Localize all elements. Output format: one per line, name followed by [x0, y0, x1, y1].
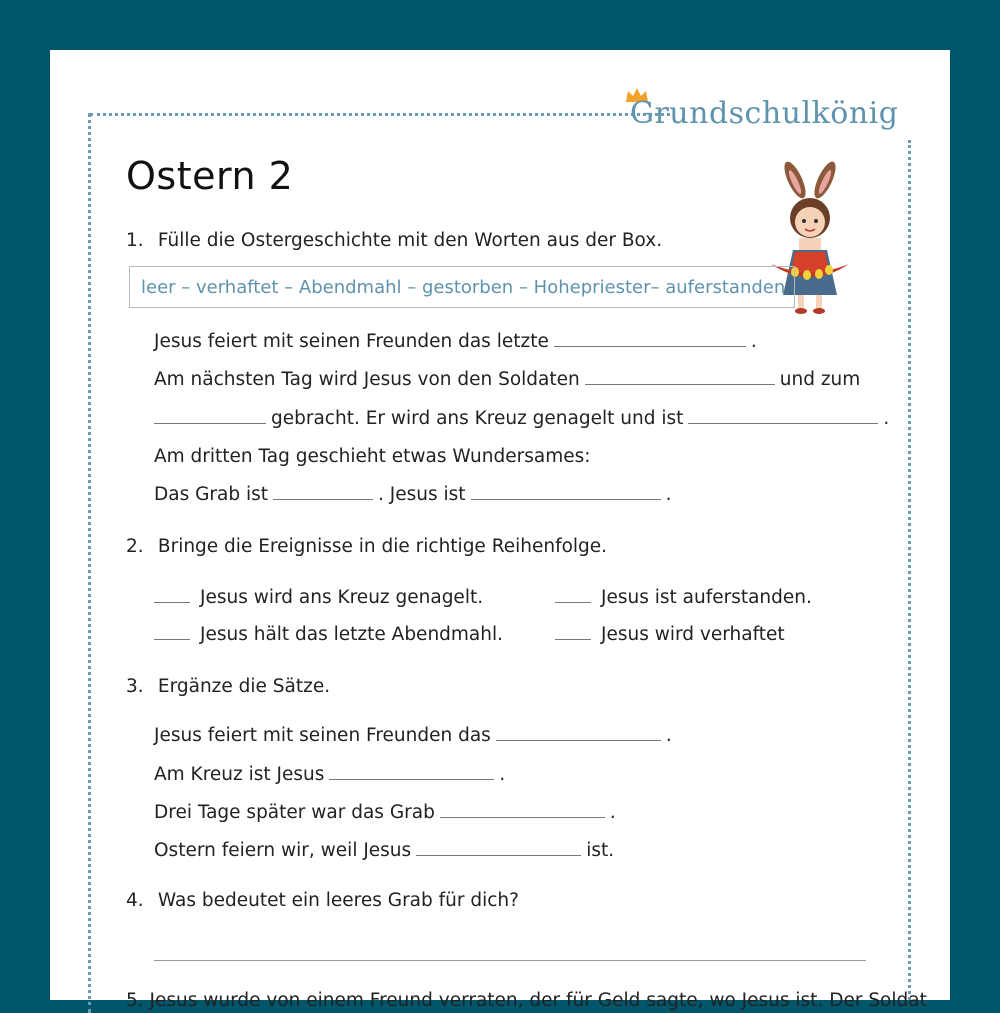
- task3-line-3-text: Drei Tage später war das Grab: [154, 802, 435, 823]
- word-box: [129, 266, 795, 308]
- task5-partial-text: 5. Jesus wurde von einem Freund verraten, der für Geld sagte, wo Jesus ist. Der Soldat: [126, 990, 927, 1011]
- task2-heading: [126, 536, 607, 557]
- event-text: Jesus ist auferstanden.: [601, 587, 812, 608]
- task1-line-5-end: .: [665, 484, 672, 505]
- dotted-frame-top: [90, 113, 670, 116]
- task3-line-4-end: ist.: [586, 840, 615, 861]
- answer-blank[interactable]: [496, 739, 661, 741]
- dotted-frame-left: [88, 113, 91, 1013]
- task1-line-5-middle: . Jesus ist: [378, 484, 466, 505]
- order-blank[interactable]: [154, 601, 190, 603]
- event-item: [154, 587, 483, 608]
- page-title: Ostern 2: [126, 154, 294, 198]
- event-item: [154, 624, 503, 645]
- task2-instruction: Bringe die Ereignisse in die richtige Reihenfolge.: [157, 536, 608, 557]
- answer-blank[interactable]: [471, 498, 661, 500]
- word-box-text: leer – verhaftet – Abendmahl – gestorben – Hohepriester– auferstanden: [141, 277, 786, 298]
- task4-answer-line[interactable]: [154, 960, 866, 961]
- answer-blank[interactable]: [554, 345, 746, 347]
- task1-line-2-end: und zum: [779, 369, 861, 390]
- task3-number: 3.: [126, 676, 144, 697]
- event-item: [555, 624, 785, 645]
- task3-line-4: [154, 840, 614, 861]
- task3-line-1-text: Jesus feiert mit seinen Freunden das: [154, 725, 491, 746]
- task1-line-3-end: .: [883, 408, 890, 429]
- brand-name: Grundschulkönig: [630, 96, 899, 131]
- brand-logo: [630, 90, 920, 140]
- task3-line-2-end: .: [499, 764, 506, 785]
- task3-instruction: Ergänze die Sätze.: [157, 676, 331, 697]
- event-item: [555, 587, 812, 608]
- task3-line-3: [154, 802, 616, 823]
- answer-blank[interactable]: [440, 816, 605, 818]
- dotted-frame-right: [908, 140, 911, 1000]
- answer-blank[interactable]: [688, 422, 878, 424]
- answer-blank[interactable]: [273, 498, 373, 500]
- task1-line-2-text: Am nächsten Tag wird Jesus von den Soldaten: [154, 369, 580, 390]
- event-text: Jesus hält das letzte Abendmahl.: [200, 624, 504, 645]
- task1-line-2: [154, 369, 860, 390]
- task3-line-1-end: .: [665, 725, 672, 746]
- answer-blank[interactable]: [585, 383, 775, 385]
- answer-blank[interactable]: [416, 854, 581, 856]
- worksheet: [50, 50, 950, 1011]
- task4-heading: [126, 890, 519, 911]
- task3-line-1: [154, 725, 672, 746]
- answer-blank[interactable]: [329, 778, 494, 780]
- task1-line-4: [154, 446, 590, 467]
- task3-line-4-text: Ostern feiern wir, weil Jesus: [154, 840, 412, 861]
- order-blank[interactable]: [555, 638, 591, 640]
- task2-number: 2.: [126, 536, 144, 557]
- task1-line-3: [154, 408, 889, 429]
- task4-question: Was bedeutet ein leeres Grab für dich?: [157, 890, 519, 911]
- event-text: Jesus wird verhaftet: [601, 624, 785, 645]
- task1-line-5-text: Das Grab ist: [154, 484, 269, 505]
- task3-line-2-text: Am Kreuz ist Jesus: [154, 764, 325, 785]
- order-blank[interactable]: [555, 601, 591, 603]
- task1-line-3-text: gebracht. Er wird ans Kreuz genagelt und ist: [271, 408, 684, 429]
- task1-instruction: Fülle die Ostergeschichte mit den Worten aus der Box.: [157, 230, 663, 251]
- task4-number: 4.: [126, 890, 144, 911]
- task3-heading: [126, 676, 330, 697]
- task3-line-2: [154, 764, 505, 785]
- task1-heading: [126, 230, 662, 251]
- task1-line-1-text: Jesus feiert mit seinen Freunden das letzte: [154, 331, 549, 352]
- task1-line-1: [154, 331, 757, 352]
- task3-line-3-end: .: [609, 802, 616, 823]
- task1-number: 1.: [126, 230, 144, 251]
- order-blank[interactable]: [154, 638, 190, 640]
- task1-line-1-end: .: [750, 331, 757, 352]
- answer-blank[interactable]: [154, 422, 266, 424]
- event-text: Jesus wird ans Kreuz genagelt.: [200, 587, 484, 608]
- task1-line-5: [154, 484, 671, 505]
- task1-line-4-text: Am dritten Tag geschieht etwas Wundersames:: [154, 446, 591, 467]
